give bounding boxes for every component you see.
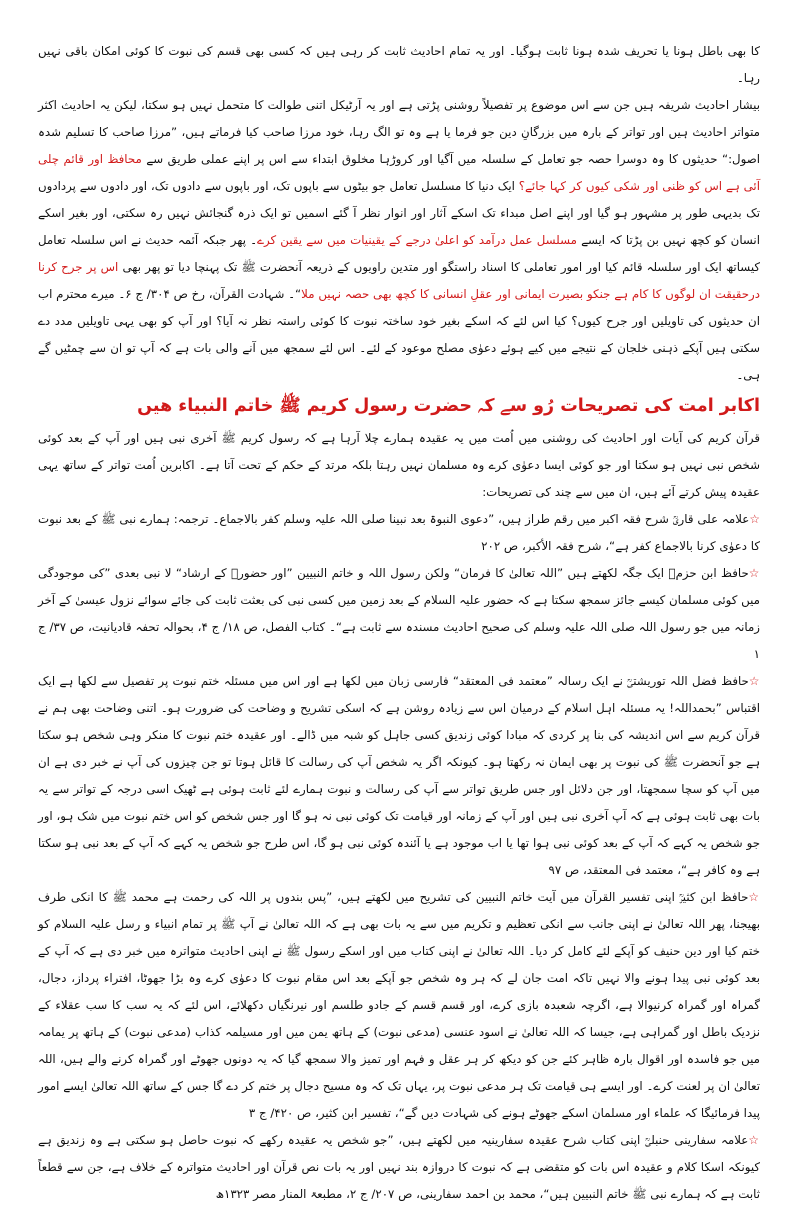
star-icon: ☆ (748, 674, 760, 688)
paragraph-text: کا بھی باطل ہونا یا تحریف شدہ ہونا ثابت ہوگیا۔ اور یہ تمام احادیث ثابت کر رہی ہیں کہ کسی بھی قسم کی نبوت کا کوئی امکان باقی نہیں رہا۔ (38, 44, 760, 85)
paragraph (38, 668, 760, 884)
highlighted-text: محافظ اور قائم چلی آئی ہے اس کو ظنی اور شکی کیوں کر کہا جائے؟ (38, 152, 760, 193)
paragraph (38, 92, 760, 389)
paragraph-text: علامہ علی قاریؒ شرح فقہ اکبر میں رقم طراز ہیں، ”دعوی النبوۃ بعد نبینا صلی اللہ علیہ وسلم کفر بالاجماع۔ ترجمہ: ہمارے نبی ﷺ کے بعد نبوت کا دعوٰی کرنا بالاجماع کفر ہے“، شرح فقہ الأکبر، ص ۲۰۲ (38, 512, 760, 553)
paragraph (38, 884, 760, 1127)
paragraph (38, 560, 760, 668)
star-icon: ☆ (748, 890, 761, 904)
paragraph-text: ایک دنیا کا مسلسل تعامل جو بیٹوں سے باپوں تک، اور باپوں سے دادوں تک، اور دادوں سے پردادوں تک بدیہی طور پر مشہور ہو گیا اور اپنے اصل مبداء تک اسکے آثار اور انوار نظر آ گئے اسمیں تو ایک ذرہ گنجائش نہیں رہ سکتی، اور بغیر اسکے انسان کو کچھ نہیں بن پڑتا کہ ایسے (38, 179, 760, 247)
highlighted-text: مسلسل عمل درآمد کو اعلیٰ درجے کے یقینیات میں سے یقین کرے (257, 233, 577, 247)
star-icon: ☆ (748, 1133, 761, 1147)
paragraph (38, 425, 760, 506)
paragraph-text: “۔ شہادت القرآن، رخ ص ۳۰۴/ ج ۶۔ میرے محترم اب ان حدیثوں کی تاویلیں اور جرح کیوں؟ کیا اس لئے کہ اسکے بغیر خود ساختہ نبوت کا کوئی راستہ نظر نہ آیا؟ اور آپ کو بھی یہی تاویلیں مدد دے سکتی ہیں آپکے ذہنی خلجان کے نتیجے میں کیے ہوئے دعوٰی مصلح موعود کے لئے۔ اس لئے سمجھ میں آنے والی بات ہے کہ آپ تو ان سے چمٹیں گے ہی۔ (38, 287, 760, 382)
document-page (38, 38, 761, 1201)
paragraph (38, 506, 760, 560)
star-icon: ☆ (749, 512, 760, 526)
paragraph-text: بیشار احادیث شریفہ ہیں جن سے اس موضوع پر تفصیلاً روشنی پڑتی ہے اور یہ آرٹیکل اتنی طوالت کا متحمل نہیں ہو سکتا، لیکن یہ احادیث اکثر متواتر احادیث ہیں اور تواتر کے بارہ میں بزرگانِ دین جو فرما یا ہے وہ تو الگ رہا، خود مرزا صاحب کیا فرماتے ہیں، ”مرزا صاحب کا تسلیم شدہ اصول:“ حدیثوں کا وہ دوسرا حصہ جو تعامل کے سلسلہ میں آگیا اور کروڑہا مخلوق ابتداء سے اس پر اپنے عملی طریق سے (38, 98, 760, 166)
highlighted-text: اس پر جرح کرنا درحقیقت ان لوگوں کا کام ہے جنکو بصیرت ایمانی اور عقلِ انسانی کا کچھ بھی حصہ نہیں ملا (38, 260, 761, 301)
section-heading: اکابر امت کی تصریحات رُو سے کہ حضرت رسول کریم ﷺ خاتم النبیاء ھیں (137, 396, 760, 416)
paragraph-text: حافظ ابن کثیرؒ اپنی تفسیر القرآن میں آیت خاتم النبیین کی تشریح میں لکھتے ہیں، ”پس بندوں پر اللہ کی رحمت ہے محمد ﷺ کا انکی طرف بھیجنا، پھر اللہ تعالیٰ نے اپنی جانب سے انکی تعظیم و تکریم میں سے یہ بات بھی ہے کہ اللہ تعالیٰ نے آپ ﷺ پر تمام انبیاء و رسل علیہ السلام کو ختم کیا اور دین حنیف کو آپکے لئے کامل کر دیا۔ اللہ تعالیٰ نے اپنی کتاب میں اور اسکے رسول ﷺ نے اپنی احادیث متواترہ میں خبر دی ہے کہ آپ کے بعد کوئی نبی پیدا ہونے والا نہیں تاکہ امت جان لے کہ ہر وہ شخص جو آپکے بعد اس مقام نبوت کا دعوٰی کرے وہ بڑا جھوٹا، افتراء پرداز، دجال، گمراہ اور گمراہ کرنیوالا ہے، اگرچہ شعبدہ بازی کرے، اور قسم قسم کے جادو طلسم اور نیرنگیاں دکھلائے، اس لئے کہ یہ سب کا سب عقلاء کے نزدیک باطل اور گمراہی ہے، جیسا کہ اللہ تعالیٰ نے اسود عنسی (مدعی نبوت) کے ہاتھ یمن میں اور مسیلمہ کذاب (مدعی نبوت) کے ہاتھ پر یمامہ میں جو فاسدہ اور اقوال بارہ ظاہر کئے جن کو دیکھ کر ہر عقل و فہم اور تمیز والا سمجھ گیا کہ یہ دونوں جھوٹے اور گمراہ کرنے والے ہیں، اللہ تعالیٰ ان پر لعنت کرے۔ اور ایسے ہی قیامت تک ہر مدعی نبوت پر، یہاں تک کہ وہ مسیح دجال پر ختم کر دے گا جس کے ساتھ اللہ تعالیٰ ایسے امور پیدا فرمائیگا کہ علماء اور مسلمان اسکے جھوٹے ہونے کی شہادت دیں گے“، تفسیر ابن کثیر، ص ۴۲۰/ ج ۳ (38, 890, 760, 1120)
paragraph (38, 38, 760, 92)
paragraph-text: حافظ فضل اللہ توریشتیؒ نے ایک رسالہ ”معتمد فی المعتقد“ فارسی زبان میں لکھا ہے اور اس میں مسئلہ ختم نبوت پر تفصیل سے لکھا ہے ایک اقتباس ”بحمداللہ! یہ مسئلہ اہل اسلام کے درمیان اس سے زیادہ روشن ہے کہ اسکی تشریح و وضاحت کی ضرورت ہو۔ اتنی وضاحت بھی ہم نے قرآن کریم سے اس اندیشہ کی بنا پر کردی کہ مبادا کوئی زندیق کسی جاہل کو شبہ میں ڈالے۔ اور عقیدہ ختم نبوت کا منکر وہی شخص ہو سکتا ہے جو آنحضرت ﷺ کی نبوت پر بھی ایمان نہ رکھتا ہو۔ کیونکہ اگر یہ شخص آپ کی رسالت کا قائل ہوتا تو جن چیزوں کی آپ نے خبر دی ہے ان میں آپ کو سچا سمجھتا، اور جن دلائل اور جس طریق تواتر سے آپ کی رسالت و نبوت ہمارے لئے ثابت ہوئی ہے ٹھیک اسی درجہ کے تواتر سے یہ بات بھی ثابت ہوئی ہے کہ آپ آخری نبی ہیں اور آپ کے زمانہ اور قیامت تک کوئی نبی نہ ہو گا اور جس شخص کو اس ختم نبوت میں شک ہو، اور جو شخص یہ کہے کہ آپ کے بعد کوئی نبی ہوا تھا یا اب موجود ہے یا آئندہ کوئی نبی ہو گا، اس طرح جو شخص یہ کہے کہ آپ کے بعد نبی ہو سکتا ہے وہ کافر ہے“، معتمد فی المعتقد، ص ۹۷ (38, 674, 760, 877)
paragraph-text: ۔ پھر جبکہ آئمہ حدیث نے اس سلسلہ تعامل کیساتھ ایک اور سلسلہ قائم کیا اور امور تعاملی کا اسناد راستگو اور متدین راویوں کے ذریعہ آنحضرت ﷺ تک پہنچا دیا تو پھر بھی (38, 233, 760, 274)
paragraph-text: حافظ ابن حزمؒ ایک جگہ لکھتے ہیں ”اللہ تعالیٰ کا فرمان“ ولکن رسول اللہ و خاتم النبیین ”اور حضورؐ کے ارشاد“ لا نبی بعدی ”کی موجودگی میں کوئی مسلمان کیسے جائز سمجھ سکتا ہے کہ حضور علیہ السلام کے بعد زمین میں کسی نبی کی بعثت ثابت کی جائے سوائے نزول عیسیٰ کے آخر زمانہ میں جو رسول اللہ صلی اللہ علیہ وسلم کی صحیح احادیث مسندہ سے ثابت ہے“۔ کتاب الفصل، ص ۱۸/ ج ۴، بحوالہ تحفہ قادیانیت، ص ۳۷/ ج ۱ (38, 566, 761, 661)
star-icon: ☆ (748, 566, 761, 580)
paragraph (38, 1127, 760, 1208)
paragraph-text: علامہ سفارینی حنبلیؒ اپنی کتاب شرح عقیدہ سفارینیہ میں لکھتے ہیں، ”جو شخص یہ عقیدہ رکھے کہ نبوت حاصل ہو سکتی ہے وہ زندیق ہے کیونکہ اسکا کلام و عقیدہ اس بات کو متقضی ہے کہ نبوت کا دروازہ بند نہیں اور یہ بات نص قرآن اور احادیث متواترہ کے خلاف ہے، جن سے قطعاً ثابت ہے کہ ہمارے نبی ﷺ خاتم النبیین ہیں“، محمد بن احمد سفارینی، ص ۲۰۷/ ج ۲، مطبعۃ المنار مصر ۱۳۲۳ھ (38, 1133, 760, 1201)
paragraph-text: قرآن کریم کی آیات اور احادیث کی روشنی میں اُمت میں یہ عقیدہ ہمارے چلا آرہا ہے کہ رسول کریم ﷺ آخری نبی ہیں اور آپ کے بعد کوئی شخص نبی نہیں ہو سکتا اور جو کوئی ایسا دعوٰی کرے وہ مسلمان نہیں رہتا بلکہ مرتد کے حکم کے تحت آتا ہے۔ اکابرین اُمت تواتر کے ساتھ یہی عقیدہ پیش کرتے آئے ہیں، ان میں سے چند کی تصریحات: (38, 431, 760, 499)
